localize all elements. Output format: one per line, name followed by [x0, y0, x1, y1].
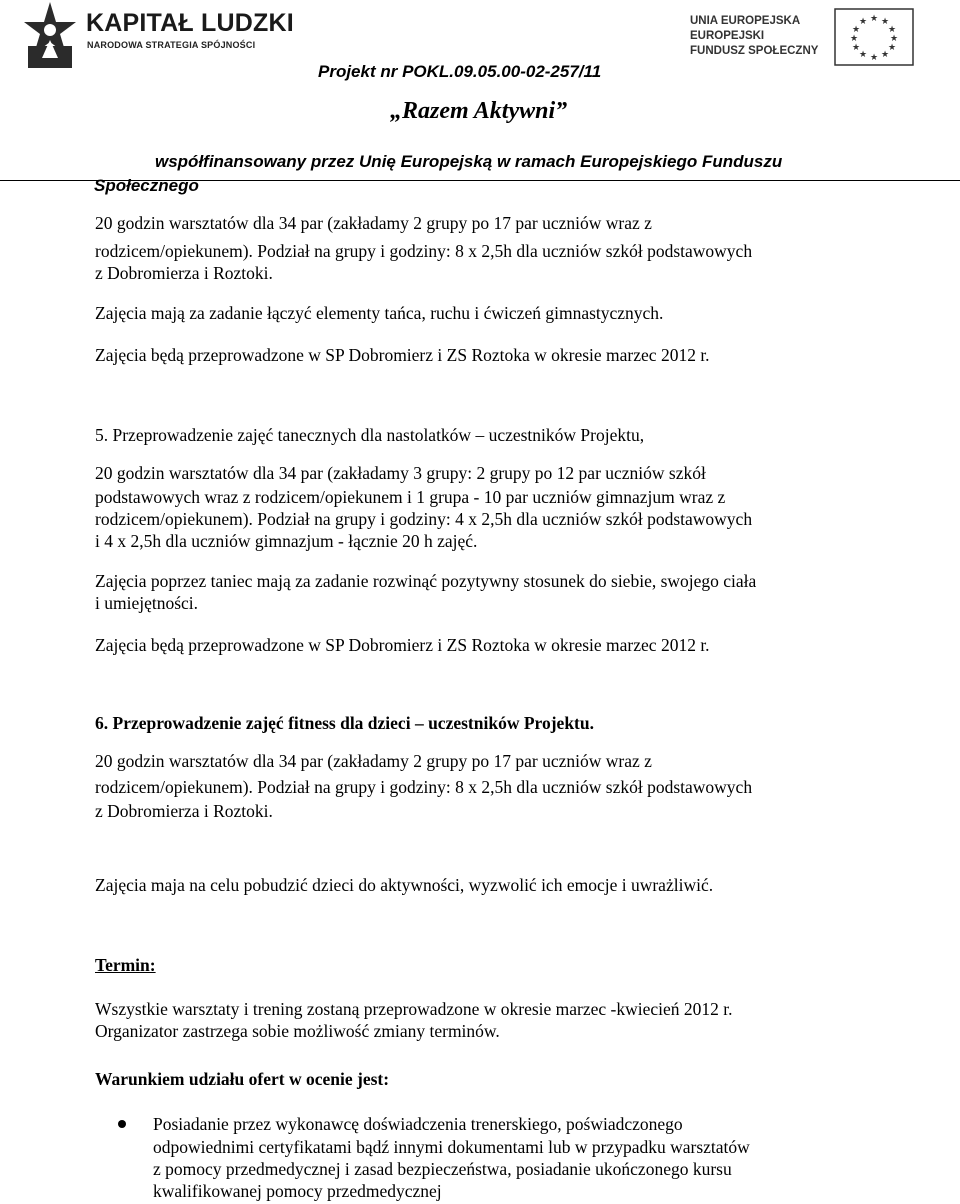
section4-line-1: 20 godzin warsztatów dla 34 par (zakładamy 2 grupy po 17 par uczniów wraz z: [95, 213, 652, 233]
cofinanced-line-1: współfinansowany przez Unię Europejską w ramach Europejskiego Funduszu: [155, 152, 783, 171]
svg-text:★: ★: [858, 50, 868, 60]
svg-text:★: ★: [849, 34, 859, 44]
eu-logo: [690, 14, 920, 74]
section5-line-3: rodzicem/opiekunem). Podział na grupy i godziny: 4 x 2,5h dla uczniów szkół podstawowych: [95, 509, 753, 529]
conditions-bullet-line-2: odpowiednimi certyfikatami bądź innymi dokumentami lub w przypadku warsztatów: [153, 1137, 750, 1157]
svg-text:★: ★: [869, 14, 879, 24]
section5-line-4: i 4 x 2,5h dla uczniów gimnazjum - łącznie 20 h zajęć.: [95, 531, 478, 551]
kapital-ludzki-subtitle: NARODOWA STRATEGIA SPÓJNOŚCI: [87, 40, 256, 50]
eu-logo-line-3: FUNDUSZ SPOŁECZNY: [690, 45, 819, 57]
svg-text:★: ★: [880, 17, 890, 27]
eu-flag-icon: [834, 8, 914, 66]
svg-text:★: ★: [880, 50, 890, 60]
svg-text:★: ★: [887, 43, 897, 53]
termin-heading: Termin:: [95, 955, 156, 975]
eu-logo-text: [690, 14, 818, 59]
section6-heading: 6. Przeprowadzenie zajęć fitness dla dzieci – uczestników Projektu.: [95, 713, 594, 733]
section6-goal: Zajęcia maja na celu pobudzić dzieci do aktywności, wyzwolić ich emocje i uwrażliwić.: [95, 875, 714, 895]
svg-text:★: ★: [887, 25, 897, 35]
section4-line-2: rodzicem/opiekunem). Podział na grupy i godziny: 8 x 2,5h dla uczniów szkół podstawowych: [95, 241, 753, 261]
section5-heading: 5. Przeprowadzenie zajęć tanecznych dla nastolatków – uczestników Projektu,: [95, 425, 645, 445]
cofinanced-line-2: Społecznego: [94, 176, 199, 195]
section6-line-1: 20 godzin warsztatów dla 34 par (zakładamy 2 grupy po 17 par uczniów wraz z: [95, 751, 652, 771]
project-number: Projekt nr POKL.09.05.00-02-257/11: [318, 62, 602, 81]
svg-text:★: ★: [889, 34, 899, 44]
section5-place: Zajęcia będą przeprowadzone w SP Dobromierz i ZS Roztoka w okresie marzec 2012 r.: [95, 635, 710, 655]
conditions-bullet-line-3: z pomocy przedmedycznej i zasad bezpieczeństwa, posiadanie ukończonego kursu: [153, 1159, 732, 1179]
svg-text:★: ★: [851, 43, 861, 53]
conditions-bullet-line-4: kwalifikowanej pomocy przedmedycznej: [153, 1181, 442, 1201]
project-name: „Razem Aktywni”: [390, 98, 568, 124]
termin-line-2: Organizator zastrzega sobie możliwość zmiany terminów.: [95, 1021, 500, 1041]
section5-line-2: podstawowych wraz z rodzicem/opiekunem i 1 grupa - 10 par uczniów gimnazjum wraz z: [95, 487, 726, 507]
svg-text:★: ★: [869, 53, 879, 63]
section4-place: Zajęcia będą przeprowadzone w SP Dobromierz i ZS Roztoka w okresie marzec 2012 r.: [95, 345, 710, 365]
conditions-bullet-line-1: Posiadanie przez wykonawcę doświadczenia trenerskiego, poświadczonego: [153, 1114, 683, 1134]
section6-line-3: z Dobromierza i Roztoki.: [95, 801, 273, 821]
eu-logo-line-1: UNIA EUROPEJSKA: [690, 15, 801, 27]
svg-text:★: ★: [851, 25, 861, 35]
kapital-ludzki-logo: [22, 0, 294, 72]
section5-line-1: 20 godzin warsztatów dla 34 par (zakładamy 3 grupy: 2 grupy po 12 par uczniów szkół: [95, 463, 706, 483]
termin-line-1: Wszystkie warsztaty i trening zostaną przeprowadzone w okresie marzec -kwiecień 2012 r.: [95, 999, 733, 1019]
section4-line-3: z Dobromierza i Roztoki.: [95, 263, 273, 283]
kapital-ludzki-title: KAPITAŁ LUDZKI: [86, 9, 294, 37]
kapital-ludzki-emblem-icon: [22, 0, 78, 70]
section5-goal-line-1: Zajęcia poprzez taniec mają za zadanie rozwinąć pozytywny stosunek do siebie, swojego ciała: [95, 571, 757, 591]
bullet-icon: [118, 1120, 126, 1128]
conditions-heading: Warunkiem udziału ofert w ocenie jest:: [95, 1069, 390, 1089]
svg-text:★: ★: [858, 17, 868, 27]
eu-logo-line-2: EUROPEJSKI: [690, 30, 765, 42]
section5-goal-line-2: i umiejętności.: [95, 593, 199, 613]
section6-line-2: rodzicem/opiekunem). Podział na grupy i godziny: 8 x 2,5h dla uczniów szkół podstawowych: [95, 777, 753, 797]
section4-goal: Zajęcia mają za zadanie łączyć elementy tańca, ruchu i ćwiczeń gimnastycznych.: [95, 303, 664, 323]
